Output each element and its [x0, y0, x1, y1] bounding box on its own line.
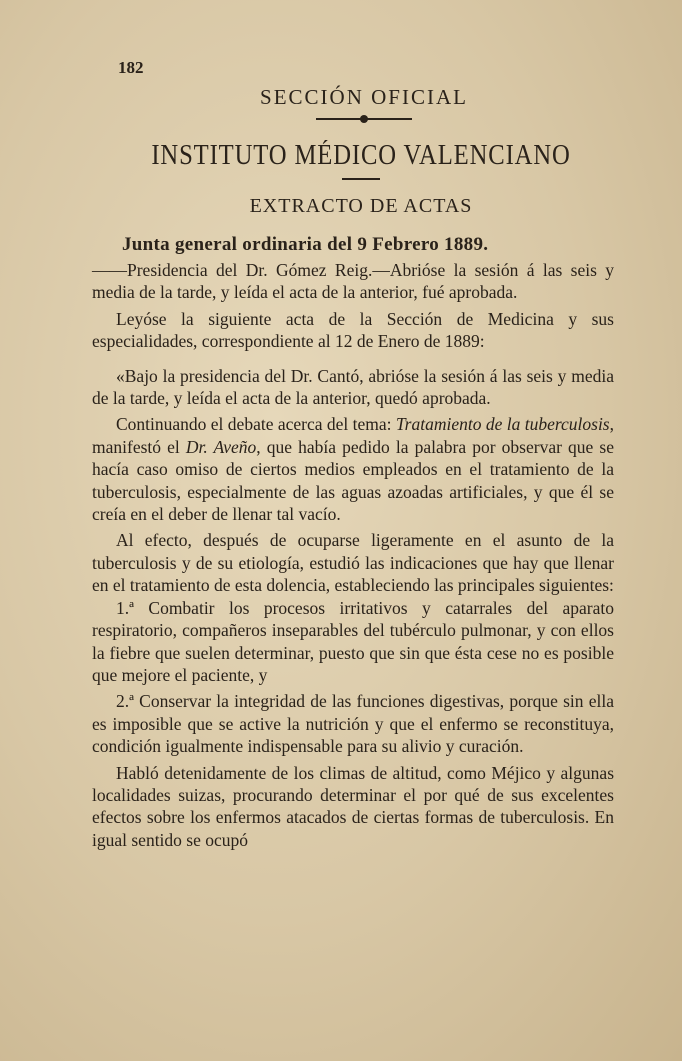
institute-title: INSTITUTO MÉDICO VALENCIANO — [151, 140, 571, 171]
paragraph-debate: Continuando el debate acerca del tema: Tratamiento de la tuberculosis, manifestó el Dr. Aveño, que había pedido la palabra por observar que se hacía caso omiso de ciertos medios empleados en el tratamiento de la tuberculosis, especialmente de las aguas azoadas artificiales, y que él se creía en el deber de llenar tal vacío. — [92, 414, 614, 525]
paragraph-reading: Leyóse la siguiente acta de la Sección de Medicina y sus especialidades, correspondiente al 12 de Enero de 1889: — [92, 308, 614, 352]
paragraph-quote-start: «Bajo la presidencia del Dr. Cantó, abrióse la sesión á las seis y media de la tarde, y leída el acta de la anterior, quedó aprobada. — [92, 365, 614, 409]
topic-title: Tratamiento de la tuberculosis — [395, 414, 610, 435]
extract-title: EXTRACTO DE ACTAS — [249, 195, 473, 217]
page-number: 182 — [118, 58, 144, 77]
section-title: SECCIÓN OFICIAL — [260, 85, 468, 109]
session-heading: Junta general ordinaria del 9 Febrero 1889. — [122, 234, 489, 255]
paragraph-indications: Al efecto, después de ocuparse ligeramente en el asunto de la tuberculosis y de su etiología, estudió las indicaciones que hay que llenar en el tratamiento de esta dolencia, estableciendo las principales siguientes: — [92, 530, 614, 596]
ornament-divider — [316, 116, 412, 122]
paragraph-presidency: ——Presidencia del Dr. Gómez Reig.—Abrióse la sesión á las seis y media de la tarde, y leída el acta de la anterior, fué aprobada. — [92, 260, 614, 303]
doctor-name: Dr. Aveño — [185, 436, 257, 457]
list-item-2: 2.ª Conservar la integridad de las funciones digestivas, porque sin ella es imposible que se active la nutrición y que el enfermo se reconstituya, condición igualmente indispensable para su alivio y curación. — [92, 691, 614, 757]
paragraph-climates: Habló detenidamente de los climas de altitud, como Méjico y algunas localidades suizas, procurando determinar el por qué de sus excelentes efectos sobre los enfermos atacados de ciertas formas de tuberculosis. En igual sentido se ocupó — [92, 762, 614, 850]
list-item-1: 1.ª Combatir los procesos irritativos y catarrales del aparato respiratorio, compañeros inseparables del tubérculo pulmonar, y con ellos la fiebre que suelen determinar, puesto que sin que ésta cese no es posible que mejore el paciente, y — [92, 597, 614, 685]
body-text — [92, 259, 614, 851]
title-rule — [342, 178, 380, 180]
